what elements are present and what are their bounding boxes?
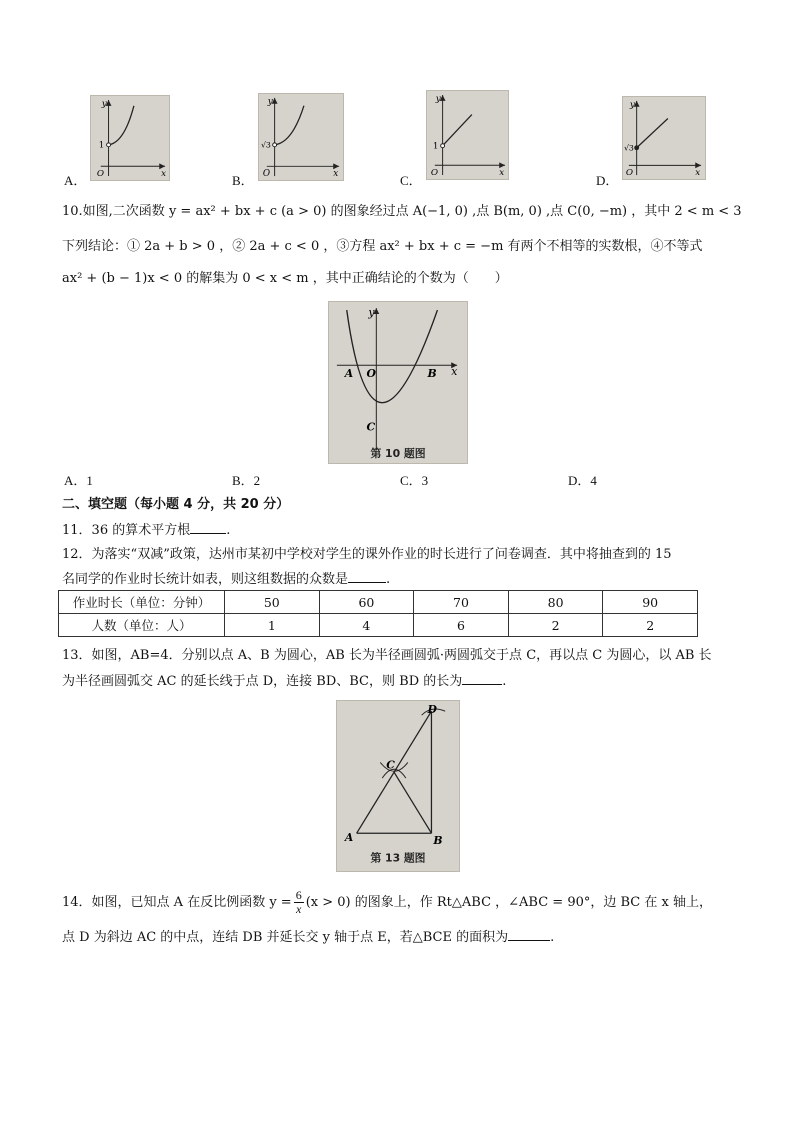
q11-end: . bbox=[226, 523, 231, 538]
x-axis-label: x bbox=[333, 169, 339, 180]
q9-option-a-label: A． bbox=[64, 173, 87, 188]
y-axis-label: y bbox=[629, 99, 635, 110]
q13-figure bbox=[336, 700, 460, 872]
q10-figure bbox=[328, 301, 468, 464]
origin-label: O bbox=[625, 168, 634, 179]
point-d-label: D bbox=[427, 703, 437, 717]
q14-fraction-denominator: x bbox=[296, 902, 302, 916]
q11-answer-blank[interactable] bbox=[190, 521, 226, 534]
point-b-label: B bbox=[433, 834, 443, 848]
q14-line2-text: 点 D 为斜边 AC 的中点，连结 DB 并延长交 y 轴于点 E，若△BCE 的面积为 bbox=[62, 930, 509, 945]
q13-line2-text: 为半径画圆弧交 AC 的延长线于点 D，连接 BD、BC，则 BD 的长为 bbox=[62, 674, 463, 689]
y-intercept-label: √3 bbox=[260, 140, 271, 150]
y-axis-label: y bbox=[101, 98, 107, 109]
q12-answer-blank[interactable] bbox=[348, 570, 386, 583]
table-cell: 60 bbox=[319, 591, 414, 614]
y-axis-label: y bbox=[267, 96, 273, 107]
section-heading: 二、填空题（每小题 4 分，共 20 分） bbox=[62, 497, 290, 512]
q11 bbox=[62, 521, 230, 540]
table-cell: 4 bbox=[319, 614, 414, 637]
table-cell: 1 bbox=[225, 614, 320, 637]
origin-label: O bbox=[262, 169, 271, 180]
x-axis-label: x bbox=[451, 365, 458, 379]
y-intercept-label: 1 bbox=[98, 140, 105, 151]
point-b-label: B bbox=[427, 367, 437, 381]
origin-label: O bbox=[96, 169, 105, 180]
q9-graph-a bbox=[90, 95, 170, 181]
q9-graph-c bbox=[426, 90, 509, 180]
stat-table bbox=[58, 590, 698, 637]
point-c-label: C bbox=[366, 420, 376, 434]
q13-line1: 13．如图，AB=4．分别以点 A、B 为圆心，AB 长为半径画圆弧·两圆弧交于点 C，再以点 C 为圆心，以 AB 长 bbox=[62, 648, 712, 663]
table-cell: 2 bbox=[508, 614, 603, 637]
q10-stem-line2: 下列结论：① 2a + b > 0 ，② 2a + c < 0 ，③方程 ax² + bx + c = −m 有两个不相等的实数根，④不等式 bbox=[62, 239, 703, 254]
point-c-label: C bbox=[386, 758, 395, 772]
y-intercept-label: √3 bbox=[623, 143, 634, 153]
q14-line2 bbox=[62, 928, 554, 947]
q12-line1: 12．为落实“双减”政策，达州市某初中学校对学生的课外作业的时长进行了问卷调查．其中将抽查到的 15 bbox=[62, 547, 672, 562]
q12-end: . bbox=[386, 572, 391, 587]
q9-option-b-label: B． bbox=[232, 173, 254, 188]
q14-line1 bbox=[62, 888, 712, 918]
x-axis-label: x bbox=[499, 168, 505, 179]
q10-stem-line1: 10.如图,二次函数 y = ax² + bx + c (a > 0) 的图象经过点 A(−1, 0) ,点 B(m, 0) ,点 C(0, −m) ，其中 2 < m < 3 bbox=[62, 204, 742, 219]
origin-label: O bbox=[366, 367, 376, 381]
table-cell: 2 bbox=[603, 614, 698, 637]
table-row-header: 作业时长（单位：分钟） bbox=[59, 591, 225, 614]
y-axis-label: y bbox=[435, 93, 441, 104]
q9-option-c-label: C． bbox=[400, 173, 422, 188]
q10-option-c: C．3 bbox=[400, 473, 429, 488]
q11-text: 11．36 的算术平方根 bbox=[62, 523, 191, 538]
q14-answer-blank[interactable] bbox=[508, 928, 550, 941]
y-intercept-label: 1 bbox=[432, 141, 439, 152]
q14-fraction bbox=[294, 889, 304, 916]
q12-line2 bbox=[62, 570, 390, 589]
q10-option-b: B．2 bbox=[232, 473, 261, 488]
q13-answer-blank[interactable] bbox=[462, 672, 502, 685]
q10-option-a: A．1 bbox=[64, 473, 93, 488]
q13-figure-caption: 第 13 题图 bbox=[370, 851, 426, 865]
q10-figure-caption: 第 10 题图 bbox=[370, 446, 426, 460]
x-axis-label: x bbox=[695, 168, 701, 179]
q9-option-d-label: D． bbox=[596, 173, 619, 188]
q10-stem-line3: ax² + (b − 1)x < 0 的解集为 0 < x < m ，其中正确结论的个数为（ ） bbox=[62, 271, 508, 286]
q10-option-d: D．4 bbox=[568, 473, 597, 488]
q9-graph-b bbox=[258, 93, 344, 181]
table-row-header: 人数（单位：人） bbox=[59, 614, 225, 637]
table-cell: 80 bbox=[508, 591, 603, 614]
q13-line2 bbox=[62, 672, 506, 691]
q14-line1-a: 14．如图，已知点 A 在反比例函数 y = bbox=[62, 895, 292, 910]
y-axis-label: y bbox=[368, 305, 375, 319]
table-cell: 6 bbox=[414, 614, 509, 637]
q9-graph-d bbox=[622, 96, 706, 180]
table-cell: 90 bbox=[603, 591, 698, 614]
origin-label: O bbox=[430, 168, 439, 179]
x-axis-label: x bbox=[161, 169, 167, 180]
point-a-label: A bbox=[344, 831, 354, 845]
table-row bbox=[59, 591, 698, 614]
table-cell: 50 bbox=[225, 591, 320, 614]
q14-line1-b: (x > 0) 的图象上，作 Rt△ABC ，∠ABC = 90°，边 BC 在 x 轴上， bbox=[305, 895, 712, 910]
point-a-label: A bbox=[344, 367, 354, 381]
q13-end: . bbox=[502, 674, 507, 689]
q12-line2-text: 名同学的作业时长统计如表，则这组数据的众数是 bbox=[62, 572, 349, 587]
q14-fraction-numerator: 6 bbox=[295, 888, 302, 902]
table-cell: 70 bbox=[414, 591, 509, 614]
q14-end: . bbox=[550, 930, 555, 945]
table-row bbox=[59, 614, 698, 637]
